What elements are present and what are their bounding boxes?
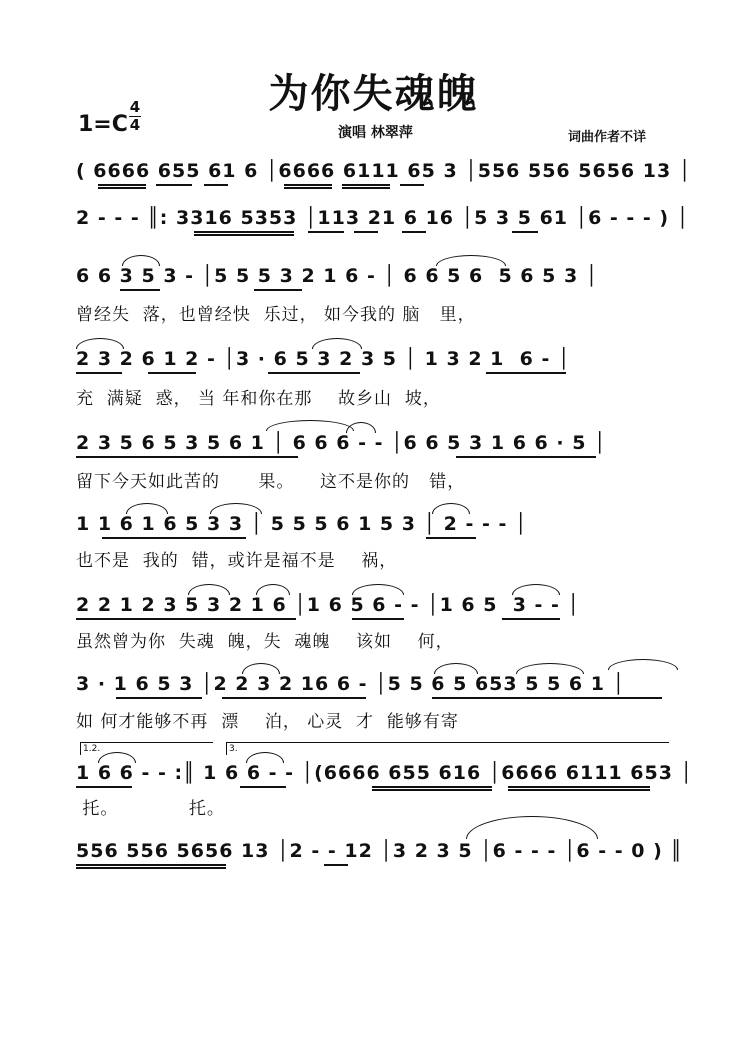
notation-text: 2 3 5 6 5 3 5 6 1 │ 6 6 6 - - │6 6 5 3 1 6 6 · 5 │ bbox=[76, 432, 607, 454]
notation-text: 1 6 6 - - :║ 1 6 6 - - │(6666 655 616 │6666 6111 653 │ bbox=[76, 762, 693, 784]
notation-text: 556 556 5656 13 │2 - - 12 │3 2 3 5 │6 - - - │6 - - 0 ) ║ bbox=[76, 840, 683, 862]
lyric-line: 如 何才能够不再 漂 泊， 心灵 才 能够有寄 bbox=[76, 712, 459, 732]
notation-text: 3 · 1 6 5 3 │2 2 3 2 16 6 - │5 5 6 5 653 5 5 6 1 │ bbox=[76, 673, 626, 695]
notation-text: 2 2 1 2 3 5 3 2 1 6 │1 6 5 6 - - │1 6 5 3 - - │ bbox=[76, 594, 580, 616]
notation-row bbox=[76, 428, 688, 462]
singer-credit: 演唱 林翠萍 bbox=[338, 125, 413, 141]
author-credit: 词曲作者不详 bbox=[568, 130, 647, 145]
notation-row bbox=[76, 261, 688, 295]
volta-first: 1.2. bbox=[80, 742, 213, 755]
meter-top: 4 bbox=[129, 98, 141, 116]
lyric-line: 曾经失 落，也曾经快 乐过， 如今我的 脑 里， bbox=[76, 305, 476, 325]
lyric-line: 托。 托。 bbox=[76, 799, 225, 819]
key-signature: 1=C bbox=[78, 112, 128, 137]
notation-text: 2 - - - ║: 3316 5353 │113 21 6 16 │5 3 5 61 │6 - - - ) │ bbox=[76, 207, 690, 229]
volta-second: 3. bbox=[226, 742, 669, 755]
notation-row bbox=[76, 836, 688, 870]
notation-row bbox=[76, 590, 688, 624]
notation-text: 6 6 3 5 3 - │5 5 5 3 2 1 6 - │ 6 6 5 6 5 6 5 3 │ bbox=[76, 265, 599, 287]
notation-text: 1 1 6 1 6 5 3 3 │ 5 5 5 6 1 5 3 │ 2 - - - │ bbox=[76, 513, 528, 535]
notation-row bbox=[76, 758, 693, 792]
meter-bottom: 4 bbox=[129, 116, 141, 134]
notation-row bbox=[76, 509, 688, 543]
song-title: 为你失魂魄 bbox=[268, 71, 479, 117]
notation-row bbox=[76, 344, 688, 378]
notation-row bbox=[76, 669, 688, 703]
lyric-line: 留下今天如此苦的 果。 这不是你的 错， bbox=[76, 472, 466, 492]
lyric-line: 虽然曾为你 失魂 魄，失 魂魄 该如 何， bbox=[76, 632, 454, 652]
lyric-line: 充 满疑 惑， 当 年和你在那 故乡山 坡， bbox=[76, 389, 441, 409]
time-signature bbox=[128, 99, 142, 134]
notation-text: ( 6666 655 61 6 │6666 6111 65 3 │556 556 5656 13 │ bbox=[76, 160, 692, 182]
notation-text: 2 3 2 6 1 2 - │3 · 6 5 3 2 3 5 │ 1 3 2 1 6 - │ bbox=[76, 348, 571, 370]
notation-row bbox=[76, 203, 688, 237]
notation-row bbox=[76, 156, 692, 190]
lyric-line: 也不是 我的 错，或许是福不是 祸， bbox=[76, 551, 398, 571]
